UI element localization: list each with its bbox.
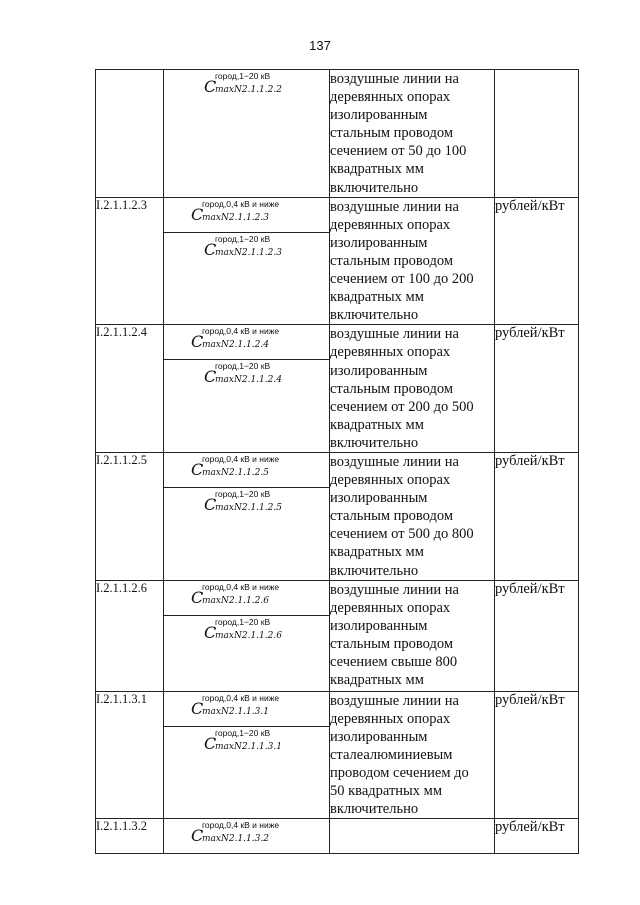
description-line: изолированным (330, 490, 428, 507)
description-line: 50 квадратных мм (330, 783, 443, 800)
formula-symbol: C (204, 733, 217, 753)
description-line: стальным проводом (330, 125, 454, 142)
description-line: изолированным (330, 107, 428, 124)
formula-subscript: maxN2.1.1.3.1 (215, 741, 282, 752)
formula-superscript: город,1−20 кВ (215, 71, 271, 81)
description-line: сечением от 500 до 800 (330, 526, 474, 543)
formula-symbol: C (191, 698, 204, 718)
description-line: проводом сечением до (330, 765, 469, 781)
table-row (96, 452, 579, 580)
formula-high-voltage (164, 488, 329, 522)
formula-subscript: maxN2.1.1.2.6 (215, 630, 282, 641)
formula-symbol: C (191, 204, 204, 224)
description-line: стальным проводом (330, 252, 454, 269)
formula-superscript: город,0,4 кВ и ниже (202, 198, 280, 209)
row-code: I.2.1.1.2.5 (96, 452, 164, 580)
description-line: сечением свыше 800 (330, 654, 458, 670)
description-line: изолированным (330, 728, 428, 745)
table-row (96, 70, 579, 198)
formula-symbol: C (191, 826, 204, 846)
row-unit: рублей/кВт (495, 580, 579, 691)
row-description (330, 197, 495, 325)
row-unit: рублей/кВт (495, 197, 579, 325)
row-code: I.2.1.1.3.1 (96, 691, 164, 819)
row-code: I.2.1.1.2.3 (96, 197, 164, 325)
row-formulas (164, 819, 330, 854)
formula-superscript: город,1−20 кВ (215, 361, 271, 372)
formula-high-voltage (164, 70, 329, 104)
description-line: воздушные линии на (330, 581, 459, 598)
formula-subscript: maxN2.1.1.3.1 (202, 706, 269, 717)
formula-symbol: C (204, 77, 217, 96)
description-line: стальным проводом (330, 635, 454, 652)
description-line: квадратных мм (330, 416, 424, 433)
formula-low-voltage (164, 581, 329, 616)
formula-superscript: город,0,4 кВ и ниже (202, 453, 280, 464)
formula-symbol: C (204, 494, 217, 514)
description-line: деревянных опорах (330, 216, 451, 233)
row-formulas (164, 325, 330, 453)
description-line: квадратных мм (330, 161, 424, 178)
table-row (96, 325, 579, 453)
row-code: I.2.1.1.2.4 (96, 325, 164, 453)
formula-superscript: город,0,4 кВ и ниже (202, 820, 280, 831)
formula-superscript: город,0,4 кВ и ниже (202, 581, 280, 592)
row-formulas (164, 70, 330, 198)
row-unit: рублей/кВт (495, 691, 579, 819)
description-line: стальным проводом (330, 508, 454, 525)
tariff-table (95, 69, 579, 854)
description-line: деревянных опорах (330, 710, 451, 727)
description-line: воздушные линии на (330, 453, 459, 470)
description-line: квадратных мм (330, 289, 424, 306)
description-line: деревянных опорах (330, 599, 451, 616)
row-formulas (164, 691, 330, 819)
formula-low-voltage (164, 453, 329, 488)
row-code: I.2.1.1.3.2 (96, 819, 164, 854)
row-unit: рублей/кВт (495, 819, 579, 854)
formula-high-voltage (164, 360, 329, 394)
description-line: стальным проводом (330, 380, 454, 397)
description-line: изолированным (330, 617, 428, 634)
description-line: сечением от 50 до 100 (330, 143, 467, 160)
row-formulas (164, 580, 330, 691)
formula-subscript: maxN2.1.1.2.4 (202, 340, 269, 351)
formula-superscript: город,1−20 кВ (215, 233, 271, 244)
formula-symbol: C (191, 587, 204, 607)
row-description (330, 691, 495, 819)
description-line: деревянных опорах (330, 344, 451, 361)
table-row (96, 819, 579, 854)
formula-subscript: maxN2.1.1.2.2 (215, 85, 282, 95)
formula-subscript: maxN2.1.1.3.2 (202, 834, 269, 845)
description-line: деревянных опорах (330, 89, 451, 106)
row-description (330, 580, 495, 691)
description-line: включительно (330, 434, 419, 451)
formula-symbol: C (191, 459, 204, 479)
row-description (330, 325, 495, 453)
formula-low-voltage (164, 819, 329, 853)
row-unit: рублей/кВт (495, 325, 579, 453)
row-description (330, 70, 495, 198)
formula-subscript: maxN2.1.1.2.6 (202, 595, 269, 606)
row-code: I.2.1.1.2.6 (96, 580, 164, 691)
description-line: сечением от 100 до 200 (330, 271, 474, 288)
row-formulas (164, 197, 330, 325)
formula-symbol: C (204, 367, 217, 387)
formula-subscript: maxN2.1.1.2.3 (202, 212, 269, 223)
row-formulas (164, 452, 330, 580)
description-line: сталеалюминиевым (330, 746, 453, 763)
formula-symbol: C (204, 239, 217, 259)
formula-low-voltage (164, 692, 329, 727)
formula-superscript: город,0,4 кВ и ниже (202, 326, 280, 337)
description-line: квадратных мм (330, 672, 424, 689)
description-line: сечением от 200 до 500 (330, 398, 474, 415)
formula-superscript: город,1−20 кВ (215, 616, 271, 627)
description-line: квадратных мм (330, 544, 424, 561)
formula-subscript: maxN2.1.1.2.5 (215, 502, 282, 513)
table-row (96, 580, 579, 691)
table-row (96, 691, 579, 819)
formula-subscript: maxN2.1.1.2.5 (202, 467, 269, 478)
description-line: воздушные линии на (330, 198, 459, 215)
description-line: включительно (330, 307, 419, 324)
row-description (330, 452, 495, 580)
formula-symbol: C (204, 622, 217, 642)
formula-high-voltage (164, 616, 329, 650)
description-line: деревянных опорах (330, 472, 451, 489)
description-line: воздушные линии на (330, 326, 459, 343)
formula-symbol: C (191, 332, 204, 352)
row-unit: рублей/кВт (495, 452, 579, 580)
description-line: включительно (330, 801, 419, 818)
description-line: изолированным (330, 362, 428, 379)
formula-subscript: maxN2.1.1.2.3 (215, 247, 282, 258)
formula-high-voltage (164, 233, 329, 267)
tariff-table-body (96, 70, 579, 854)
page-number: 137 (309, 38, 331, 53)
row-code (96, 70, 164, 198)
formula-superscript: город,1−20 кВ (215, 727, 271, 738)
description-line: включительно (330, 562, 419, 579)
formula-superscript: город,1−20 кВ (215, 488, 271, 499)
description-line: воздушные линии на (330, 71, 459, 87)
formula-low-voltage (164, 198, 329, 233)
table-row (96, 197, 579, 325)
description-line: включительно (330, 179, 419, 196)
row-description (330, 819, 495, 854)
formula-superscript: город,0,4 кВ и ниже (202, 692, 280, 703)
formula-high-voltage (164, 727, 329, 761)
description-line: изолированным (330, 234, 428, 251)
formula-low-voltage (164, 325, 329, 360)
formula-subscript: maxN2.1.1.2.4 (215, 375, 282, 386)
description-line: воздушные линии на (330, 692, 459, 709)
row-unit (495, 70, 579, 198)
